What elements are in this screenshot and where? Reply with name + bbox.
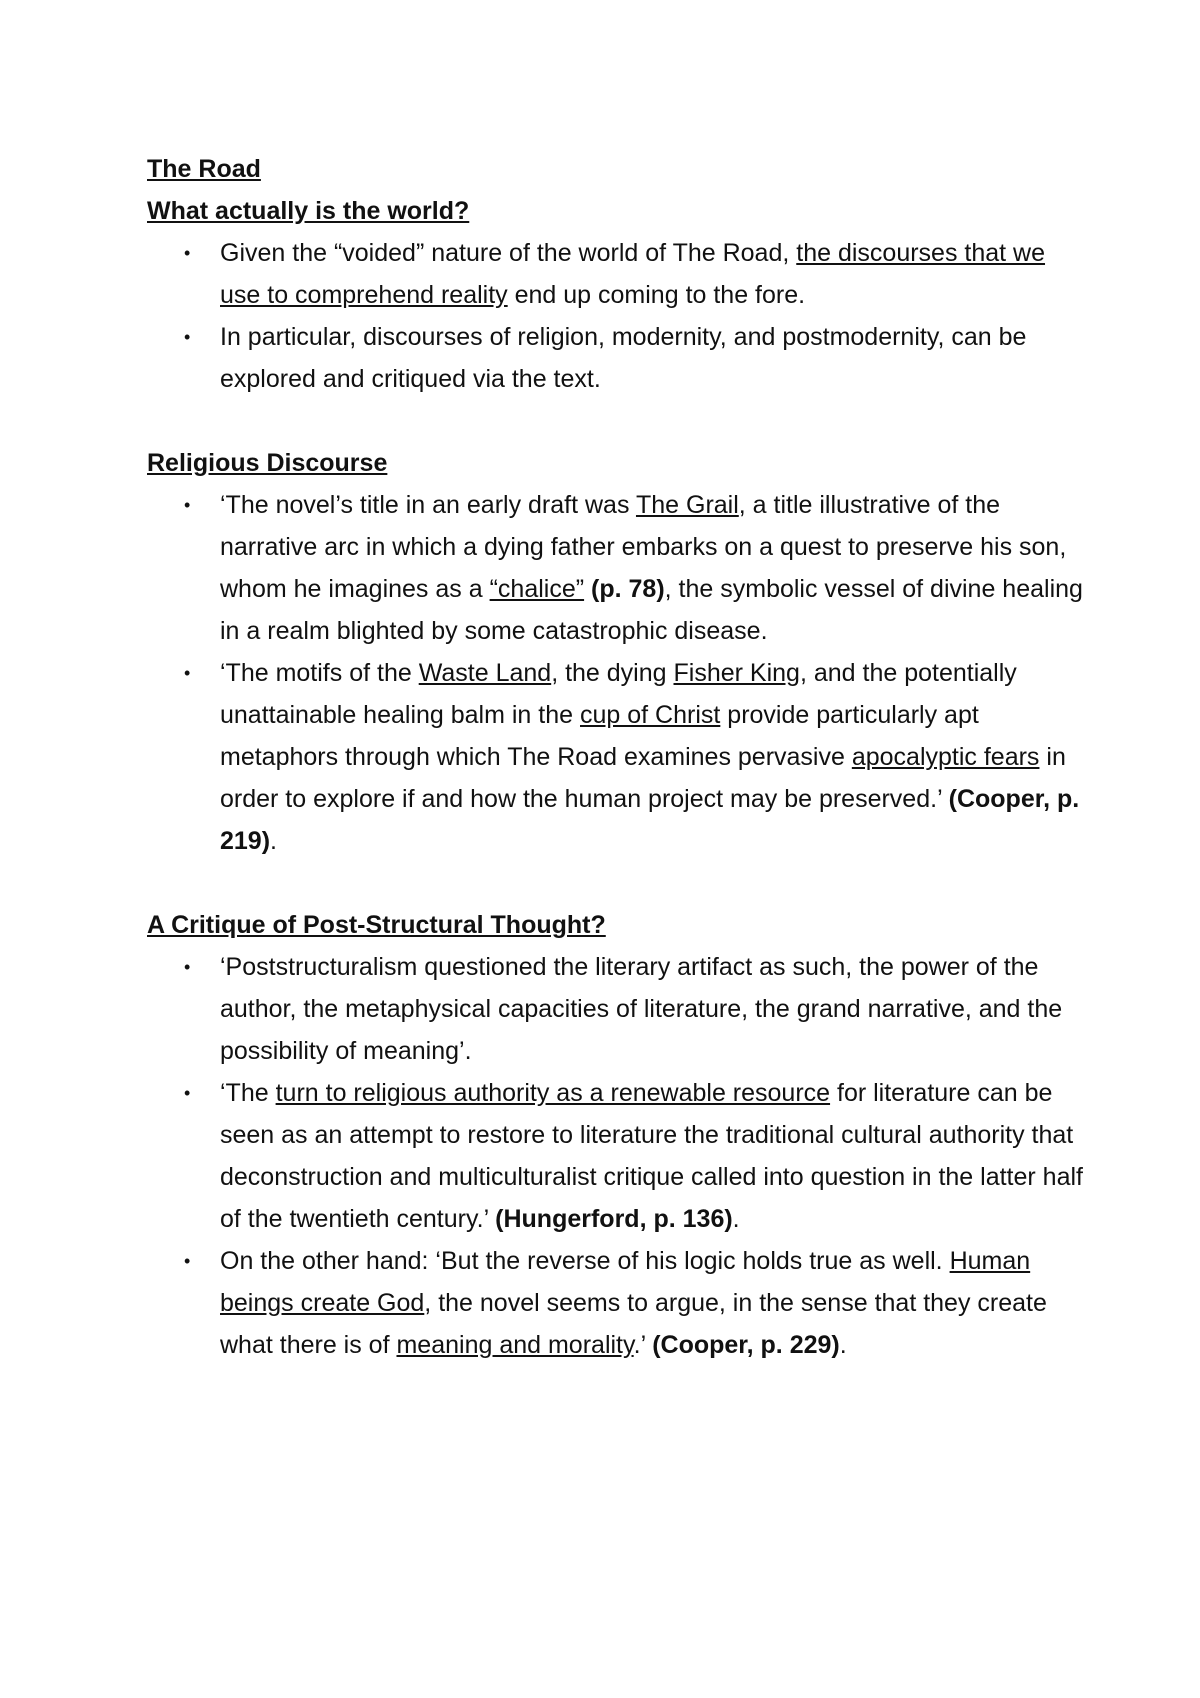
text-run: .’: [633, 1331, 653, 1359]
bullet-item: [147, 316, 1087, 400]
text-run: in order to explore if and how the human project may be preserved.’: [220, 743, 1066, 813]
text-run: ‘Poststructuralism questioned the literary artifact as such, the power of the author, the metaphysical capacities of literature, the grand narrative, and the possibility of meaning’.: [220, 953, 1063, 1065]
bullet-icon: •: [184, 1083, 191, 1103]
section: [147, 442, 1087, 862]
text-run: .: [270, 827, 277, 855]
text-run: provide particularly apt metaphors through which The Road examines pervasive: [220, 701, 979, 771]
section-heading: What actually is the world?: [147, 197, 470, 225]
underlined-text: apocalyptic fears: [851, 743, 1040, 771]
document-title: The Road: [147, 155, 261, 183]
underlined-text: Human beings create God: [220, 1247, 1031, 1317]
bullet-item: [147, 652, 1087, 862]
text-run: [584, 575, 591, 603]
text-run: end up coming to the fore.: [507, 281, 806, 309]
bullet-list: [147, 946, 1087, 1366]
citation: (Cooper, p. 229): [652, 1331, 840, 1359]
underlined-text: Waste Land: [418, 659, 552, 687]
citation: (Cooper, p. 219): [220, 785, 1080, 855]
text-run: On the other hand: ‘But the reverse of his logic holds true as well.: [220, 1247, 950, 1275]
bullet-icon: •: [184, 663, 191, 683]
bullet-icon: •: [184, 243, 191, 263]
citation: (p. 78): [591, 575, 665, 603]
section: [147, 190, 1087, 400]
text-run: Given the “voided” nature of the world of The Road,: [220, 239, 797, 267]
bullet-icon: •: [184, 1251, 191, 1271]
underlined-text: meaning and morality: [396, 1331, 634, 1359]
bullet-item: [147, 946, 1087, 1072]
text-run: ‘The: [220, 1079, 276, 1107]
text-run: In particular, discourses of religion, modernity, and postmodernity, can be explored and critiqued via the text.: [220, 323, 1027, 393]
text-run: , a title illustrative of the narrative arc in which a dying father embarks on a quest to preserve his son, whom he imagines as a: [220, 491, 1067, 603]
bullet-item: [147, 1240, 1087, 1366]
bullet-list: [147, 232, 1087, 400]
underlined-text: cup of Christ: [580, 701, 721, 729]
text-run: , the dying: [551, 659, 674, 687]
bullet-icon: •: [184, 957, 191, 977]
bullet-icon: •: [184, 327, 191, 347]
document-body: [147, 190, 1087, 1366]
section-heading: Religious Discourse: [147, 449, 388, 477]
bullet-icon: •: [184, 495, 191, 515]
bullet-item: [147, 484, 1087, 652]
text-run: , the symbolic vessel of divine healing in a realm blighted by some catastrophic disease.: [220, 575, 1083, 645]
text-run: , and the potentially unattainable healing balm in the: [220, 659, 1017, 729]
bullet-item: [147, 232, 1087, 316]
section-spacer: [147, 400, 1087, 442]
underlined-text: “chalice”: [489, 575, 585, 603]
underlined-text: the discourses that we use to comprehend reality: [220, 239, 1046, 309]
section-spacer: [147, 862, 1087, 904]
text-run: ‘The motifs of the: [220, 659, 419, 687]
bullet-list: [147, 484, 1087, 862]
section-heading: A Critique of Post-Structural Thought?: [147, 911, 606, 939]
bullet-item: [147, 1072, 1087, 1240]
citation: (Hungerford, p. 136): [495, 1205, 733, 1233]
underlined-text: The Grail: [635, 491, 739, 519]
section: [147, 904, 1087, 1366]
text-run: for literature can be seen as an attempt to restore to literature the traditional cultural authority that deconstruction and multiculturalist critique called into question in the latter half of the twentieth century.’: [220, 1079, 1083, 1233]
document-page: [147, 148, 1087, 1366]
underlined-text: Fisher King: [673, 659, 800, 687]
text-run: , the novel seems to argue, in the sense that they create what there is of: [220, 1289, 1047, 1359]
text-run: ‘The novel’s title in an early draft was: [220, 491, 636, 519]
text-run: .: [732, 1205, 740, 1233]
underlined-text: turn to religious authority as a renewable resource: [275, 1079, 831, 1107]
text-run: .: [839, 1331, 847, 1359]
